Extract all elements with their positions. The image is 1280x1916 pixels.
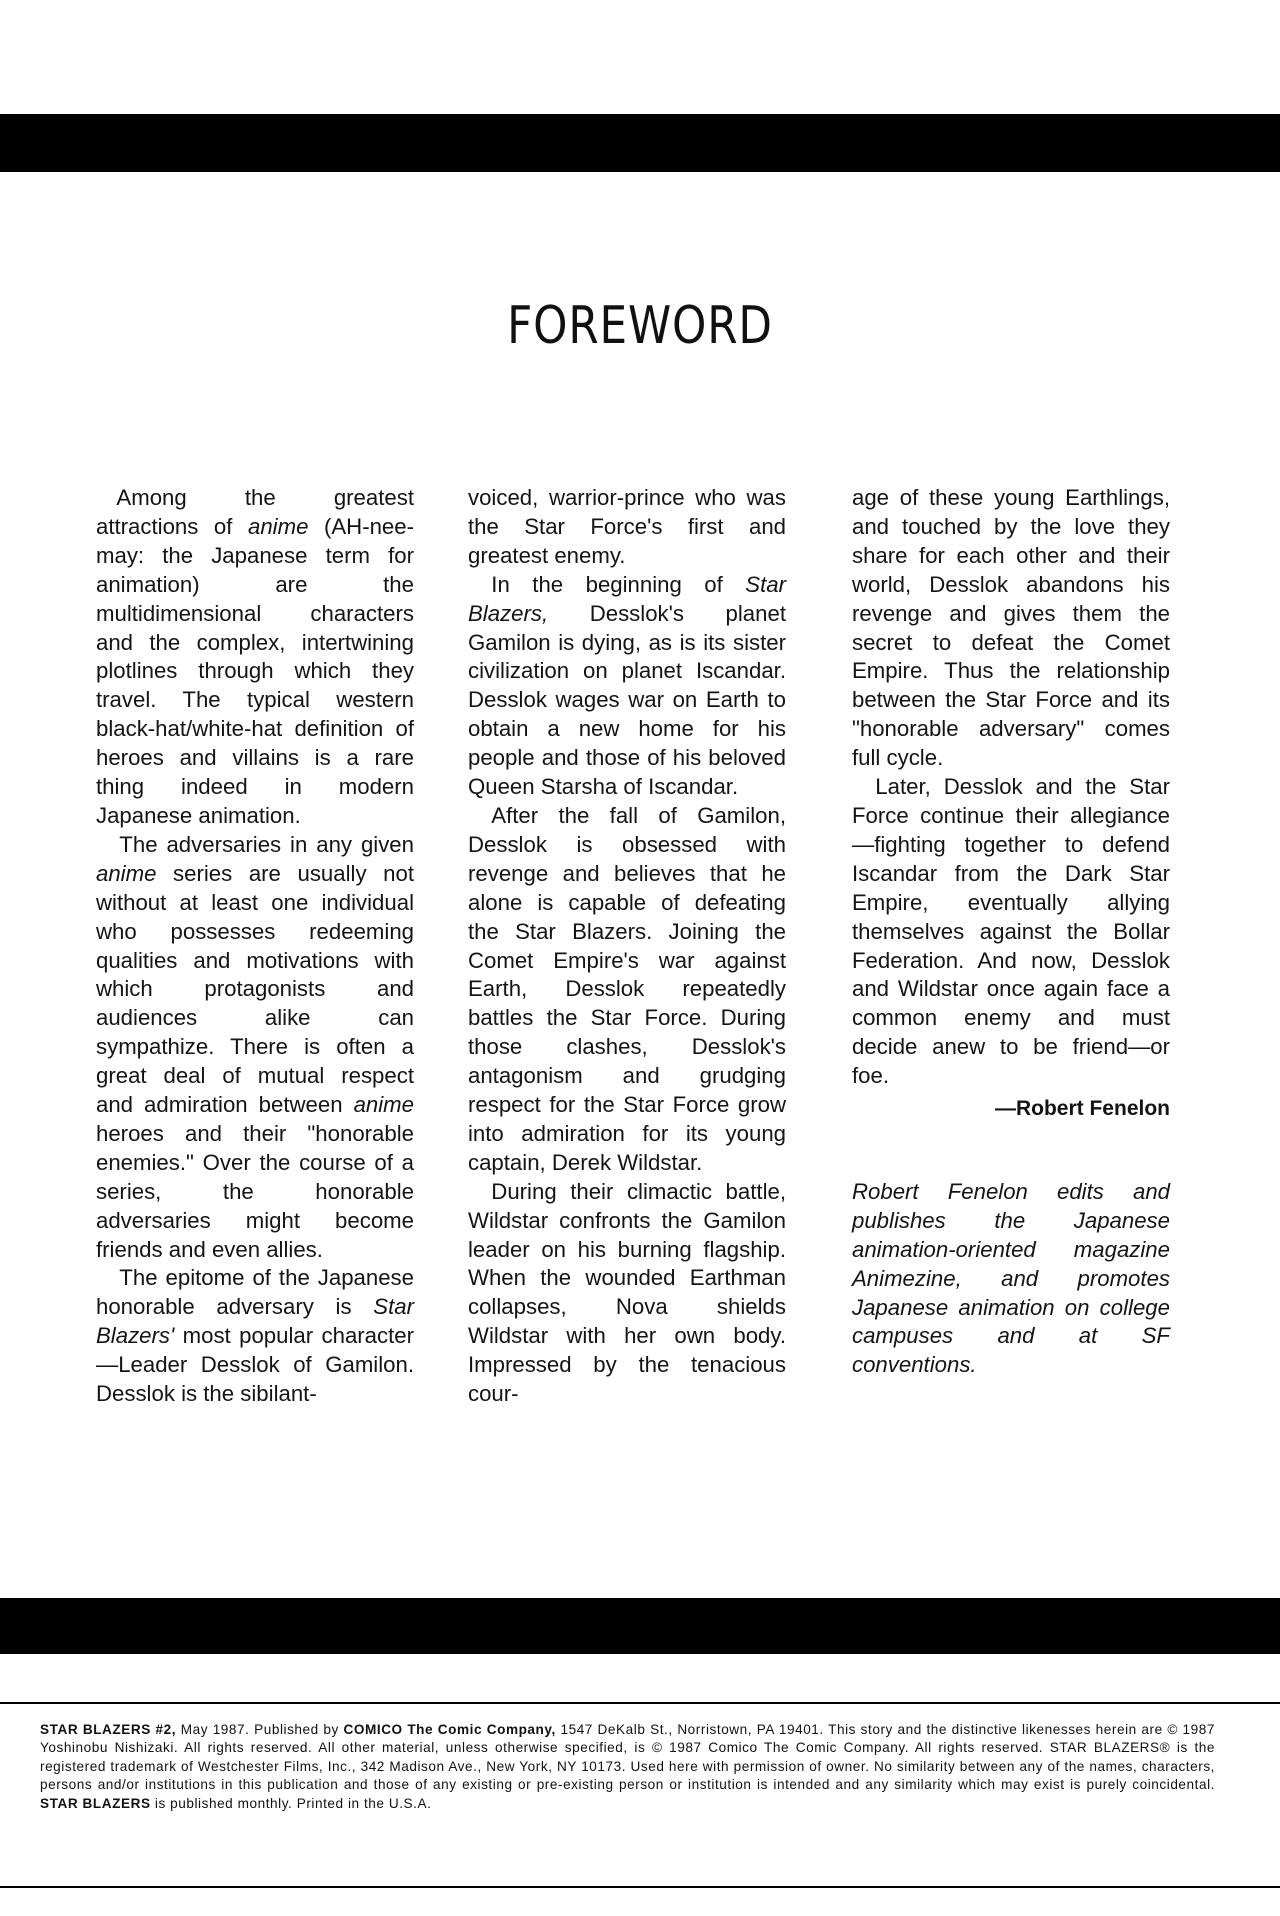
paragraph: After the fall of Gamilon, Desslok is obsessed with revenge and believes that he alone is capable of defeating the Star Blazers. Joining the Comet Empire's war against Earth, Desslok repeatedly battles the Star Force. During those clashes, Desslok's antagonism and grudging respect for the Star Force grow into admiration for its young captain, Derek Wildstar. — [468, 802, 786, 1175]
divider — [0, 1886, 1280, 1888]
column-1 — [96, 484, 414, 1409]
text-run: In the beginning of — [491, 571, 746, 597]
text-run: (AH-nee-may: the Japanese term for animation) are the multidimensional characters and the complex, intertwining plotlines through which they travel. The typical western black-hat/white-hat definition of heroes and villains is a rare thing indeed in modern Japanese animation. — [96, 513, 414, 828]
publication-notice — [40, 1721, 1215, 1813]
paragraph: age of these young Earthlings, and touched by the love they share for each other and their world, Desslok abandons his revenge and gives them the secret to defeat the Comet Empire. Thus the relationship between the Star Force and its "honorable adversary" comes full cycle. — [852, 485, 1170, 771]
paragraph: Later, Desslok and the Star Force continue their allegiance—fighting together to defend Iscandar from the Dark Star Empire, eventually allying themselves against the Bollar Federation. And now, Desslok and Wildstar once again face a common enemy and must decide anew to be friend—or foe. — [852, 774, 1170, 1089]
text-run: Desslok's planet Gamilon is dying, as is its sister civilization on planet Iscandar. Desslok wages war on Earth to obtain a new home for his people and those of his beloved Queen Starsha of Iscandar. — [468, 600, 786, 800]
divider — [0, 1702, 1280, 1704]
emphasis: Star Blazers, — [468, 571, 786, 626]
paragraph — [96, 484, 414, 831]
text-run: series are usually not without at least one individual who possesses redeeming qualities and motivations with which protagonists and audiences alike can sympathize. There is often a great deal of mutual respect and admiration between — [96, 860, 414, 1118]
publication-title: STAR BLAZERS — [40, 1795, 151, 1811]
text-run: heroes and their "honorable enemies." Over the course of a series, the honorable adversaries might become friends and even allies. — [96, 1120, 414, 1262]
author-signature: —Robert Fenelon — [994, 1097, 1170, 1121]
text-run: May 1987. Published by — [176, 1722, 344, 1737]
text-run: most popular character—Leader Desslok of Gamilon. Desslok is the sibilant- — [96, 1323, 414, 1407]
text-run: The adversaries in any given — [119, 831, 414, 857]
author-bio: Robert Fenelon edits and publishes the Japanese animation-oriented magazine Animezine, and promotes Japanese animation on college campuses and at SF conventions. — [852, 1178, 1170, 1378]
text-run: The epitome of the Japanese honorable adversary is — [96, 1265, 414, 1320]
column-2 — [468, 484, 786, 1409]
text-run: 1547 DeKalb St., Norristown, PA 19401. This story and the distinctive likenesses herein are © 1987 Yoshinobu Nishizaki. All rights reserved. All other material, unless otherwise specified, is © 1987 Comico The Comic Company. All rights reserved. STAR BLAZERS® is the registered trademark of Westchester Films, Inc., 342 Madison Ave., New York, NY 10173. Used here with permission of owner. No similarity between any of the names, characters, persons and/or institutions in this publication and those of any existing or pre-existing person or institution is intended and any similarity which may exist is purely coincidental. — [40, 1722, 1215, 1793]
top-black-bar — [0, 114, 1280, 172]
publication-title: STAR BLAZERS #2, — [40, 1722, 177, 1737]
paragraph — [468, 571, 786, 802]
emphasis: anime — [247, 513, 309, 539]
paragraph: During their climactic battle, Wildstar confronts the Gamilon leader on his burning flagship. When the wounded Earthman collapses, Nova shields Wildstar with her own body. Impressed by the tenacious cour- — [468, 1178, 786, 1407]
bottom-black-bar — [0, 1598, 1280, 1654]
page-title: FOREWORD — [507, 296, 773, 356]
emphasis: Star Blazers' — [96, 1294, 414, 1349]
text-run: Among the greatest attractions of — [96, 485, 414, 539]
column-3 — [852, 484, 1170, 1380]
paragraph: voiced, warrior-prince who was the Star Force's first and greatest enemy. — [468, 485, 786, 568]
publisher-name: COMICO The Comic Company, — [343, 1722, 556, 1737]
emphasis: anime — [353, 1092, 414, 1118]
paragraph — [96, 1264, 414, 1409]
paragraph — [96, 831, 414, 1265]
text-run: is published monthly. Printed in the U.S.A. — [150, 1795, 432, 1811]
emphasis: anime — [96, 860, 157, 886]
